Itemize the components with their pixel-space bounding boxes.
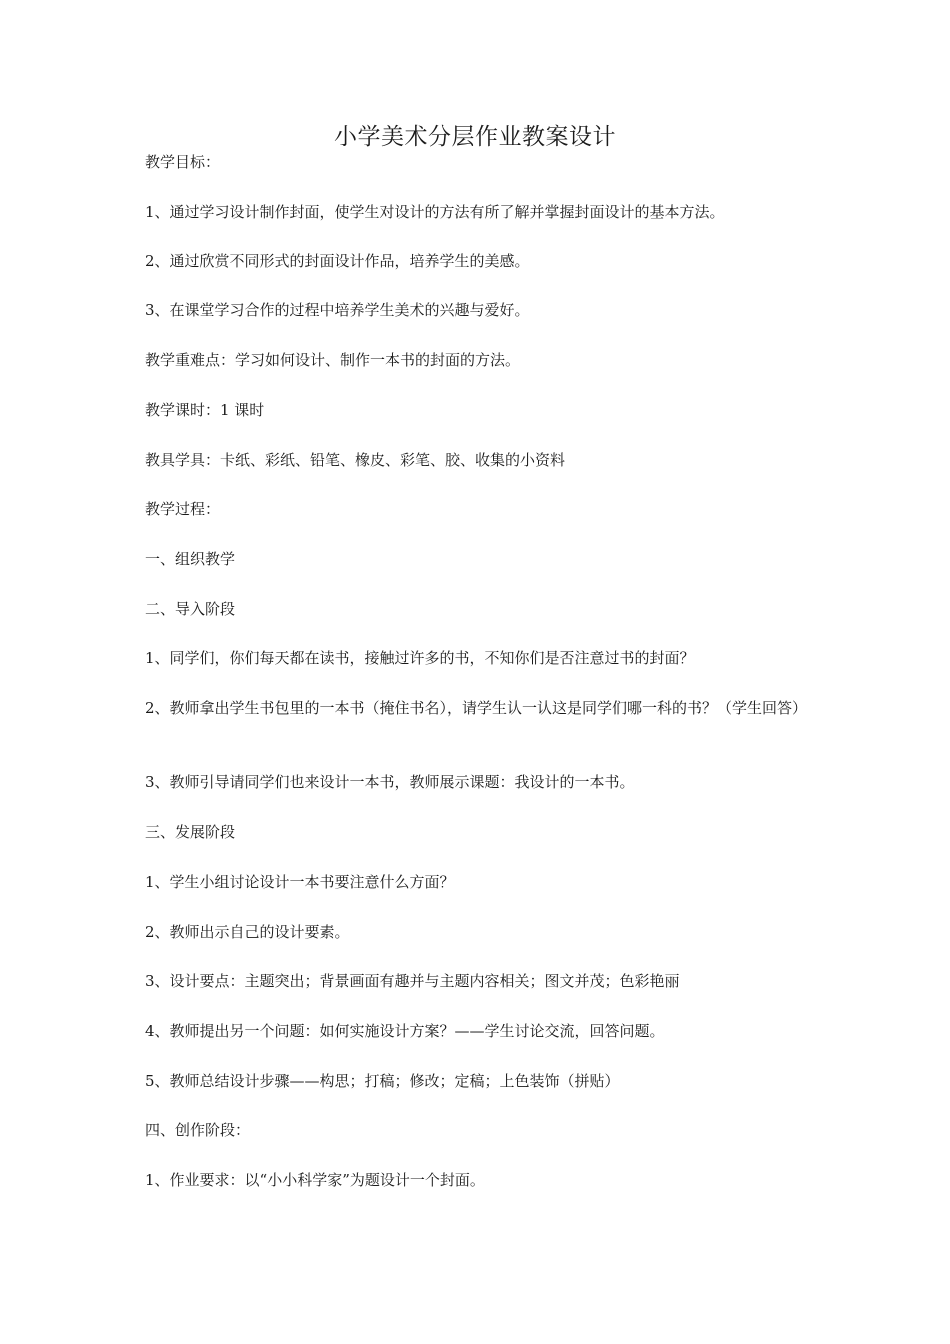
paragraph-develop-2: 2、教师出示自己的设计要素。	[145, 923, 350, 941]
paragraph-class-hours: 教学课时：1 课时	[145, 401, 265, 419]
paragraph-section-1: 一、组织教学	[145, 550, 236, 568]
paragraph-teaching-aids: 教具学具：卡纸、彩纸、铅笔、橡皮、彩笔、胶、收集的小资料	[145, 451, 566, 469]
paragraph-goal-2: 2、通过欣赏不同形式的封面设计作品，培养学生的美感。	[145, 252, 530, 270]
paragraph-goal-1: 1、通过学习设计制作封面，使学生对设计的方法有所了解并掌握封面设计的基本方法。	[145, 203, 725, 221]
paragraph-key-difficulties: 教学重难点：学习如何设计、制作一本书的封面的方法。	[145, 351, 521, 369]
paragraph-teaching-goals-heading: 教学目标：	[145, 153, 221, 171]
paragraph-process-heading: 教学过程：	[145, 500, 221, 518]
paragraph-develop-5: 5、教师总结设计步骤——构思；打稿；修改；定稿；上色装饰（拼贴）	[145, 1072, 620, 1090]
paragraph-develop-1: 1、学生小组讨论设计一本书要注意什么方面？	[145, 873, 455, 891]
paragraph-section-4: 四、创作阶段：	[145, 1121, 251, 1139]
paragraph-create-1: 1、作业要求：以“小小科学家”为题设计一个封面。	[145, 1171, 485, 1189]
paragraph-develop-4: 4、教师提出另一个问题：如何实施设计方案？——学生讨论交流，回答问题。	[145, 1022, 665, 1040]
paragraph-intro-3: 3、教师引导请同学们也来设计一本书，教师展示课题：我设计的一本书。	[145, 773, 635, 791]
paragraph-section-3: 三、发展阶段	[145, 823, 236, 841]
paragraph-develop-3: 3、设计要点：主题突出；背景画面有趣并与主题内容相关；图文并茂；色彩艳丽	[145, 972, 680, 990]
paragraph-section-2: 二、导入阶段	[145, 600, 236, 618]
paragraph-goal-3: 3、在课堂学习合作的过程中培养学生美术的兴趣与爱好。	[145, 301, 530, 319]
paragraph-intro-2: 2、教师拿出学生书包里的一本书（掩住书名），请学生认一认这是同学们哪一科的书？（学生回答）	[145, 699, 808, 717]
paragraph-intro-1: 1、同学们，你们每天都在读书，接触过许多的书，不知你们是否注意过书的封面？	[145, 649, 695, 667]
document-title: 小学美术分层作业教案设计	[334, 124, 616, 150]
